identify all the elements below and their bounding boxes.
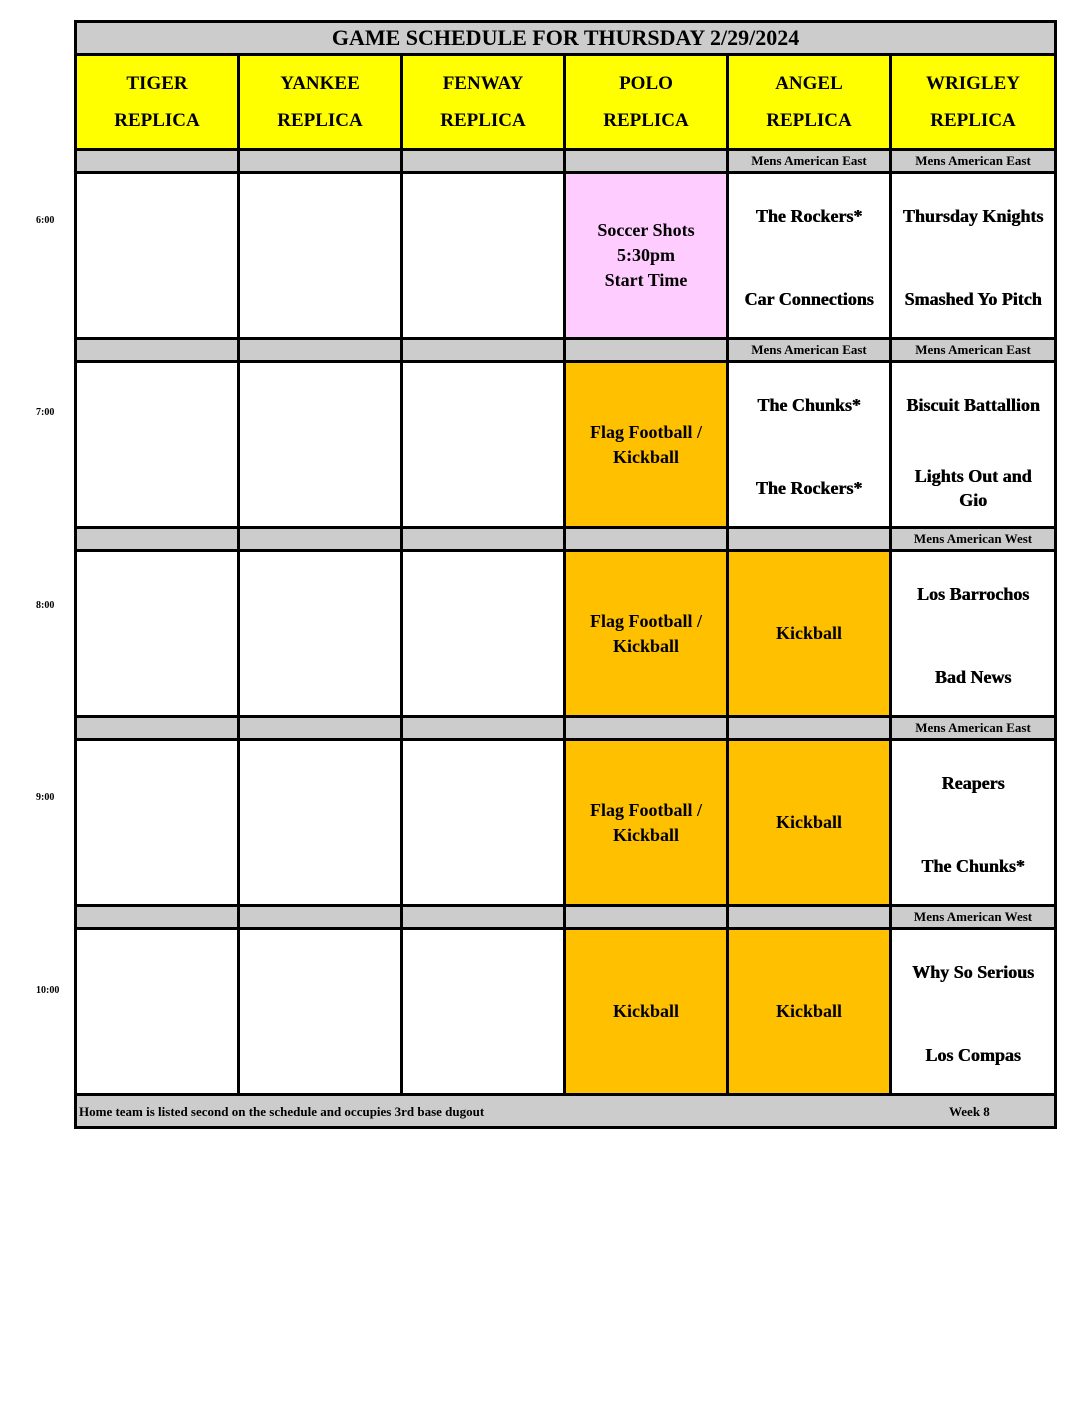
schedule-title: GAME SCHEDULE FOR THURSDAY 2/29/2024 — [76, 22, 1056, 55]
empty-slot — [76, 740, 239, 906]
division-cell — [565, 717, 728, 740]
division-cell — [402, 906, 565, 929]
division-cell — [239, 339, 402, 362]
matchup-cell — [891, 173, 1056, 339]
field-name: ANGEL — [775, 73, 843, 94]
empty-slot — [239, 362, 402, 528]
empty-slot — [402, 740, 565, 906]
game-row-8 — [76, 551, 1056, 717]
away-team: Reapers — [941, 773, 1005, 793]
home-team: The Rockers* — [755, 478, 863, 498]
division-cell-angel: Mens American East — [728, 150, 891, 173]
reserved-slot-kickball: Kickball — [728, 551, 891, 717]
field-name: WRIGLEY — [926, 73, 1020, 94]
division-cell — [728, 906, 891, 929]
schedule-footer — [76, 1095, 1056, 1128]
home-team: Los Compas — [925, 1045, 1021, 1065]
empty-slot — [239, 173, 402, 339]
reserved-line: Soccer Shots — [597, 220, 695, 240]
away-team: The Rockers* — [755, 206, 863, 226]
division-cell — [565, 906, 728, 929]
reserved-line: Flag Football / — [590, 610, 702, 631]
reserved-line: Kickball — [612, 635, 679, 656]
field-header-yankee — [239, 55, 402, 150]
matchup-cell — [728, 362, 891, 528]
reserved-line: 5:30pm — [617, 245, 675, 265]
division-cell — [76, 906, 239, 929]
division-cell-angel: Mens American East — [728, 339, 891, 362]
division-cell — [239, 150, 402, 173]
field-type: REPLICA — [440, 110, 526, 131]
away-team: Biscuit Battallion — [906, 395, 1040, 415]
division-cell — [728, 528, 891, 551]
division-cell — [402, 717, 565, 740]
reserved-slot-flag-kickball — [565, 362, 728, 528]
schedule-table — [74, 20, 1057, 1129]
field-header-wrigley — [891, 55, 1056, 150]
game-row-7 — [76, 362, 1056, 528]
game-row-6 — [76, 173, 1056, 339]
division-cell-wrigley: Mens American East — [891, 717, 1056, 740]
empty-slot — [239, 551, 402, 717]
home-team: Car Connections — [744, 289, 874, 309]
empty-slot — [402, 929, 565, 1095]
reserved-slot-flag-kickball — [565, 551, 728, 717]
division-cell — [239, 528, 402, 551]
home-team: Smashed Yo Pitch — [904, 289, 1042, 309]
away-team: Los Barrochos — [916, 584, 1030, 604]
reserved-slot-flag-kickball — [565, 740, 728, 906]
matchup-cell — [728, 173, 891, 339]
home-team: The Chunks* — [921, 856, 1025, 876]
field-type: REPLICA — [603, 110, 689, 131]
field-type: REPLICA — [766, 110, 852, 131]
reserved-line: Flag Football / — [590, 421, 702, 442]
empty-slot — [76, 929, 239, 1095]
division-cell — [76, 717, 239, 740]
game-row-10 — [76, 929, 1056, 1095]
time-label-7: 7:00 — [36, 407, 55, 418]
field-name: YANKEE — [280, 73, 360, 94]
division-cell — [239, 906, 402, 929]
away-team: The Chunks* — [757, 395, 861, 415]
division-row-8 — [76, 528, 1056, 551]
reserved-slot-kickball: Kickball — [565, 929, 728, 1095]
empty-slot — [76, 173, 239, 339]
division-cell — [565, 150, 728, 173]
division-cell — [402, 150, 565, 173]
empty-slot — [76, 362, 239, 528]
division-row-6 — [76, 150, 1056, 173]
reserved-line: Kickball — [612, 446, 679, 467]
away-team: Why So Serious — [912, 962, 1035, 982]
division-cell-wrigley: Mens American West — [891, 906, 1056, 929]
empty-slot — [402, 362, 565, 528]
field-name: POLO — [619, 73, 673, 94]
division-row-9 — [76, 717, 1056, 740]
reserved-line: Flag Football / — [590, 799, 702, 820]
empty-slot — [239, 740, 402, 906]
empty-slot — [402, 173, 565, 339]
home-team — [892, 464, 1054, 512]
division-row-10 — [76, 906, 1056, 929]
time-label-8: 8:00 — [36, 600, 55, 611]
week-label: Week 8 — [949, 1104, 990, 1119]
field-type: REPLICA — [114, 110, 200, 131]
field-type: REPLICA — [930, 110, 1016, 131]
empty-slot — [239, 929, 402, 1095]
division-cell-wrigley: Mens American East — [891, 150, 1056, 173]
division-cell-wrigley: Mens American West — [891, 528, 1056, 551]
time-label-10: 10:00 — [36, 985, 60, 996]
matchup-cell — [891, 740, 1056, 906]
empty-slot — [76, 551, 239, 717]
reserved-slot-kickball: Kickball — [728, 740, 891, 906]
division-cell — [76, 528, 239, 551]
matchup-cell — [891, 929, 1056, 1095]
division-cell — [239, 717, 402, 740]
matchup-cell — [891, 551, 1056, 717]
away-team: Thursday Knights — [902, 206, 1044, 226]
game-row-9 — [76, 740, 1056, 906]
field-name: FENWAY — [442, 73, 524, 94]
reserved-line: Kickball — [612, 824, 679, 845]
division-cell-wrigley: Mens American East — [891, 339, 1056, 362]
reserved-line: Start Time — [604, 270, 688, 290]
division-cell — [76, 150, 239, 173]
division-cell — [76, 339, 239, 362]
home-team-note: Home team is listed second on the schedule and occupies 3rd base dugout — [79, 1104, 485, 1119]
field-header-angel — [728, 55, 891, 150]
time-label-9: 9:00 — [36, 792, 55, 803]
division-cell — [402, 528, 565, 551]
field-header-tiger — [76, 55, 239, 150]
field-type: REPLICA — [277, 110, 363, 131]
field-header-fenway — [402, 55, 565, 150]
division-cell — [565, 528, 728, 551]
empty-slot — [402, 551, 565, 717]
division-cell — [728, 717, 891, 740]
division-row-7 — [76, 339, 1056, 362]
team-line: Gio — [959, 490, 988, 510]
time-label-6: 6:00 — [36, 215, 55, 226]
matchup-cell — [891, 362, 1056, 528]
reserved-slot-kickball: Kickball — [728, 929, 891, 1095]
division-cell — [402, 339, 565, 362]
reserved-slot-soccer — [565, 173, 728, 339]
home-team: Bad News — [934, 667, 1012, 687]
division-cell — [565, 339, 728, 362]
field-header-polo — [565, 55, 728, 150]
field-name: TIGER — [126, 73, 188, 94]
team-line: Lights Out and — [914, 466, 1032, 486]
